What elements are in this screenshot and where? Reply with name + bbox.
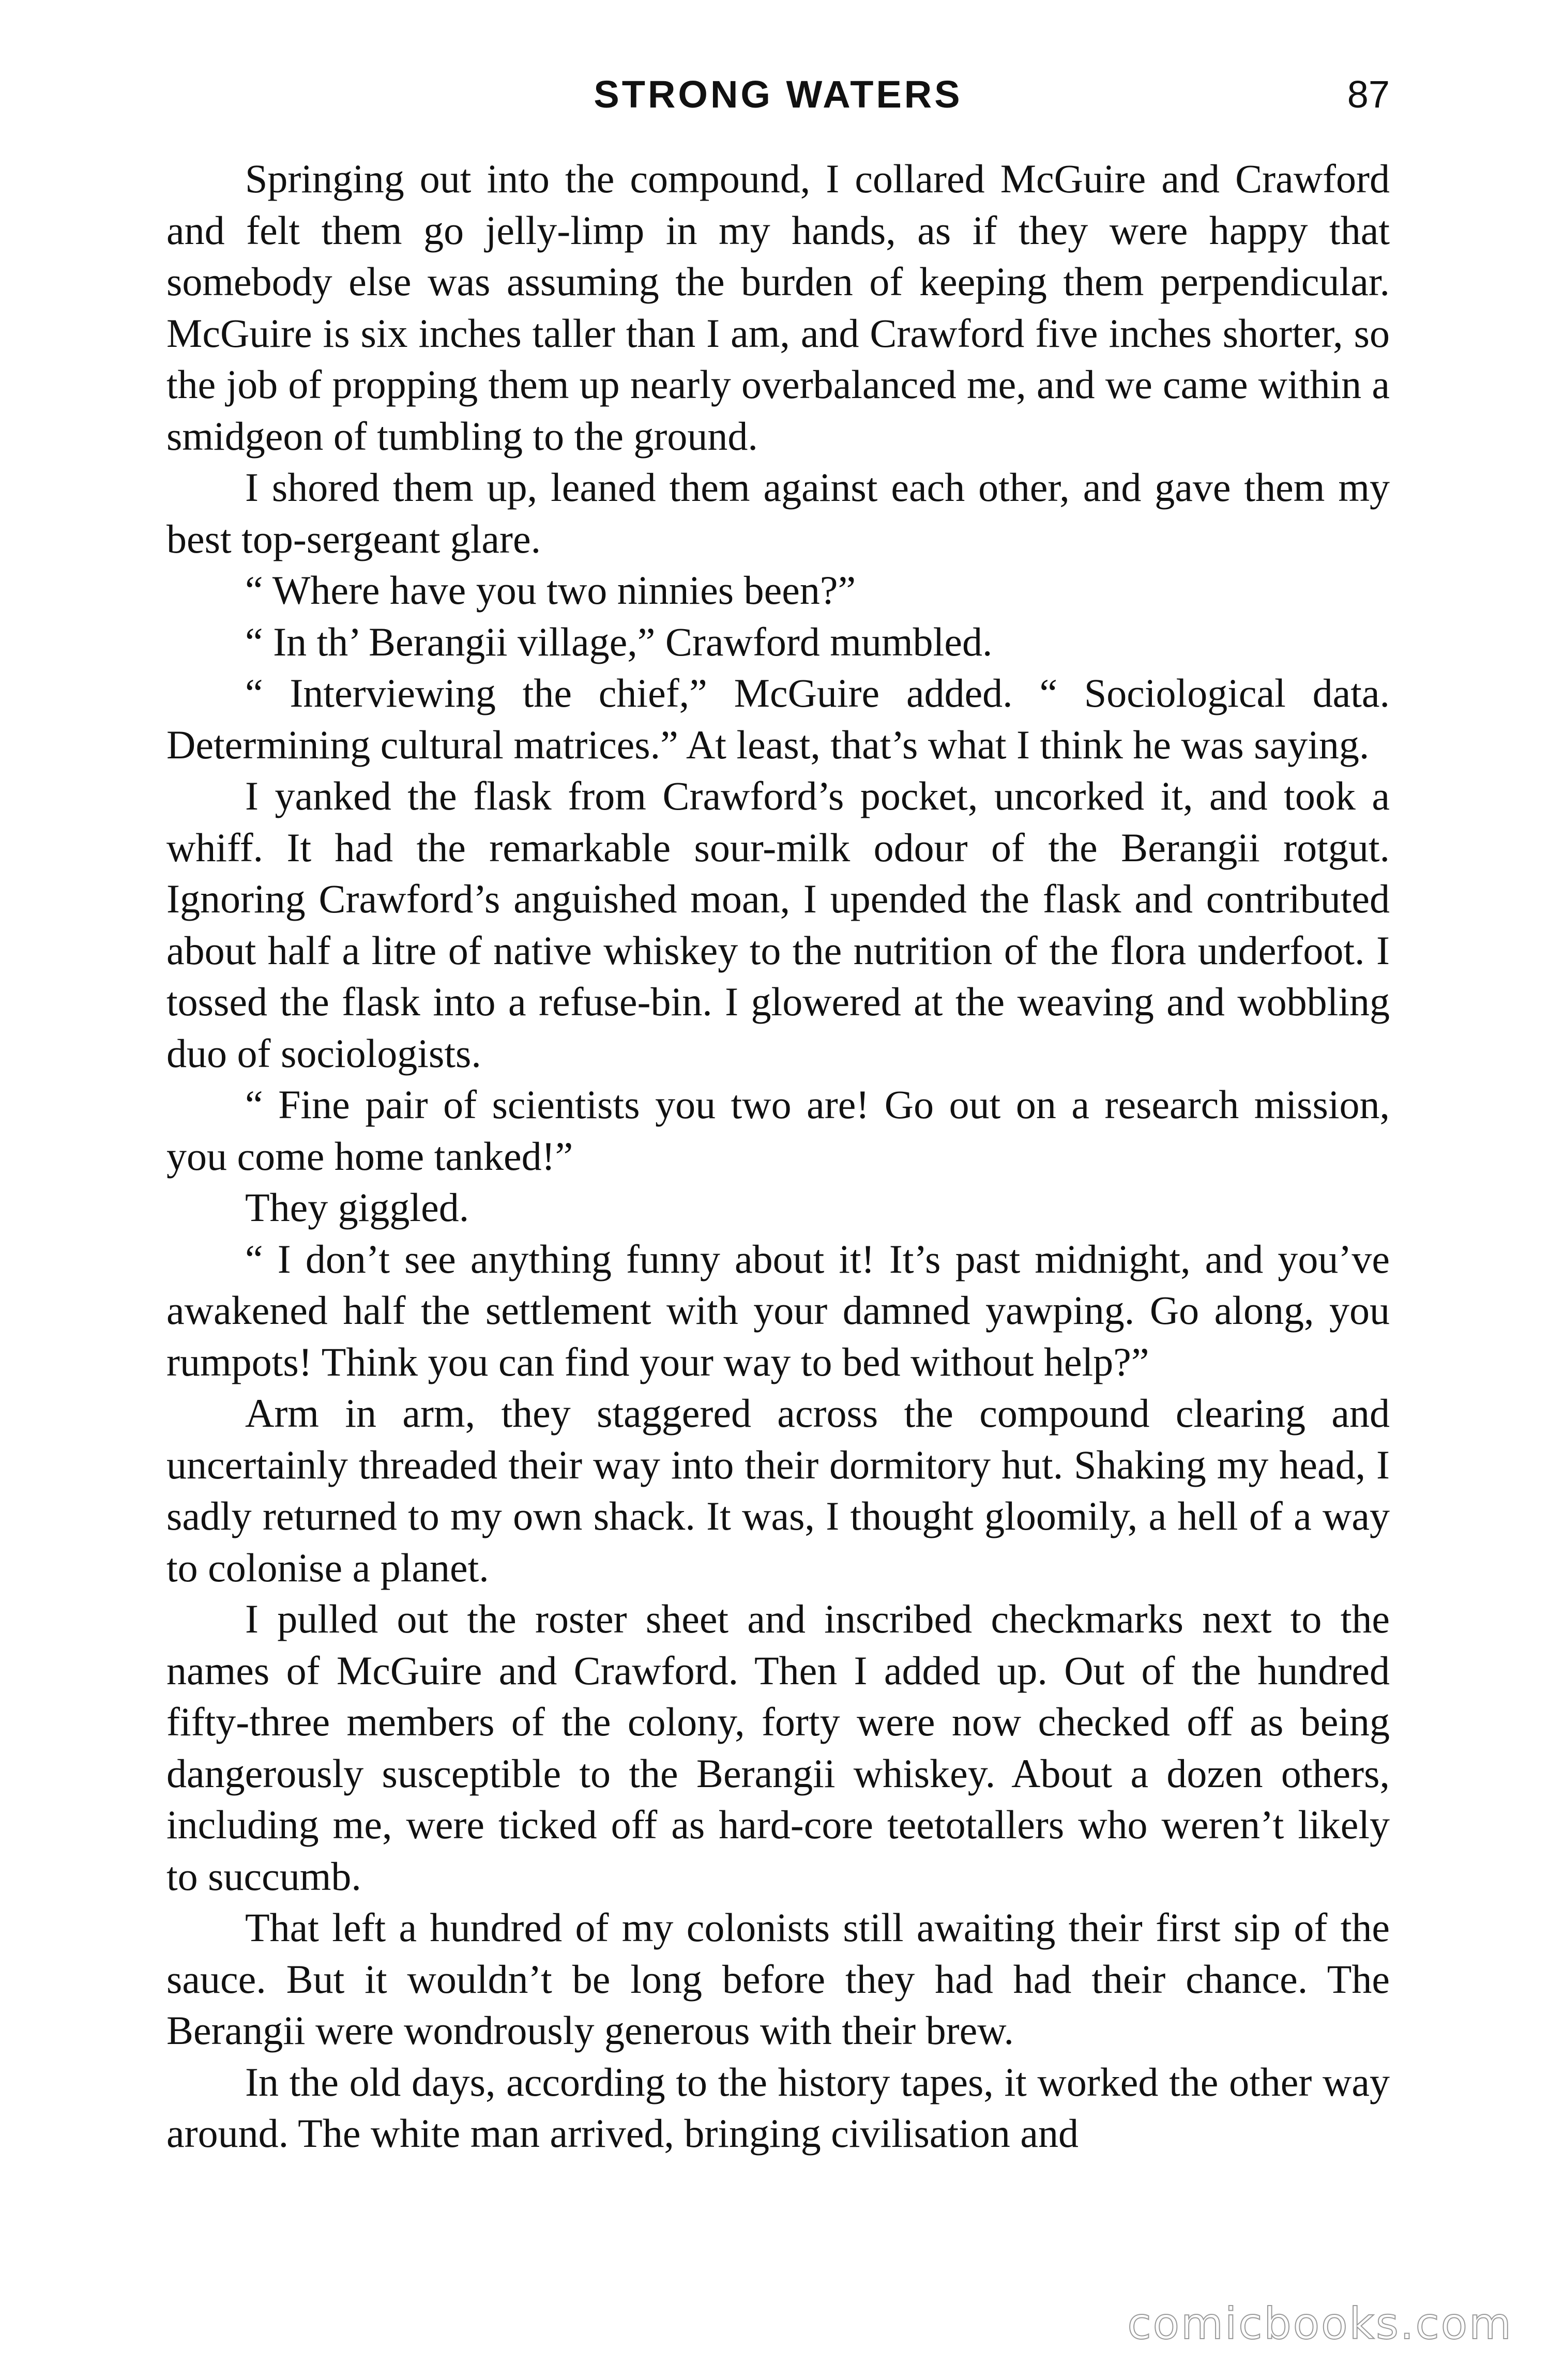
- paragraph: I shored them up, leaned them against each other, and gave them my best top-sergeant glare.: [166, 465, 1390, 561]
- paragraph: That left a hundred of my colonists still awaiting their first sip of the sauce. But it wouldn’t be long before they had had their chance. The Berangii were wondrously generous with their brew.: [166, 1905, 1390, 2053]
- paragraph: I yanked the flask from Crawford’s pocket, uncorked it, and took a whiff. It had the remarkable sour-milk odour of the Berangii rotgut. Ignoring Crawford’s anguished moan, I upended the flask and contributed about half a litre of native whiskey to the nutrition of the flora underfoot. I tossed the flask into a refuse-bin. I glowered at the weaving and wobbling duo of sociologists.: [166, 773, 1390, 1076]
- paragraph: “ Interviewing the chief,” McGuire added. “ Sociological data. Determining cultural matrices.” At least, that’s what I think he was saying.: [166, 670, 1390, 767]
- page-header: [166, 66, 1390, 123]
- paragraph: In the old days, according to the history tapes, it worked the other way around. The white man arrived, bringing civilisation and: [166, 2059, 1390, 2156]
- paragraph: “ Where have you two ninnies been?”: [245, 568, 856, 613]
- page-number: 87: [1347, 73, 1390, 116]
- watermark: comicbooks.com: [1127, 2298, 1513, 2349]
- paragraph: “ Fine pair of scientists you two are! Go out on a research mission, you come home tanked!”: [166, 1082, 1390, 1179]
- paragraph: They giggled.: [245, 1185, 469, 1230]
- paragraph: “ I don’t see anything funny about it! It’s past midnight, and you’ve awakened half the settlement with your damned yawping. Go along, you rumpots! Think you can find your way to bed without help?”: [166, 1236, 1390, 1384]
- paragraph: I pulled out the roster sheet and inscribed checkmarks next to the names of McGuire and Crawford. Then I added up. Out of the hundred fifty-three members of the colony, forty were now checked off as being dangerously susceptible to the Berangii whiskey. About a dozen others, including me, were ticked off as hard-core teetotallers who weren’t likely to succumb.: [166, 1596, 1390, 1899]
- paragraph: “ In th’ Berangii village,” Crawford mumbled.: [245, 619, 993, 664]
- paragraph: Arm in arm, they staggered across the compound clearing and uncertainly threaded their way into their dormitory hut. Shaking my head, I sadly returned to my own shack. It was, I thought gloomily, a hell of a way to colonise a planet.: [166, 1391, 1390, 1590]
- paragraph: Springing out into the compound, I collared McGuire and Crawford and felt them go jelly-limp in my hands, as if they were happy that somebody else was assuming the burden of keeping them perpendicular. McGuire is six inches taller than I am, and Crawford five inches shorter, so the job of propping them up nearly overbalanced me, and we came within a smidgeon of tumbling to the ground.: [166, 156, 1390, 459]
- body-text: [166, 153, 1390, 2159]
- running-title: STRONG WATERS: [594, 73, 963, 116]
